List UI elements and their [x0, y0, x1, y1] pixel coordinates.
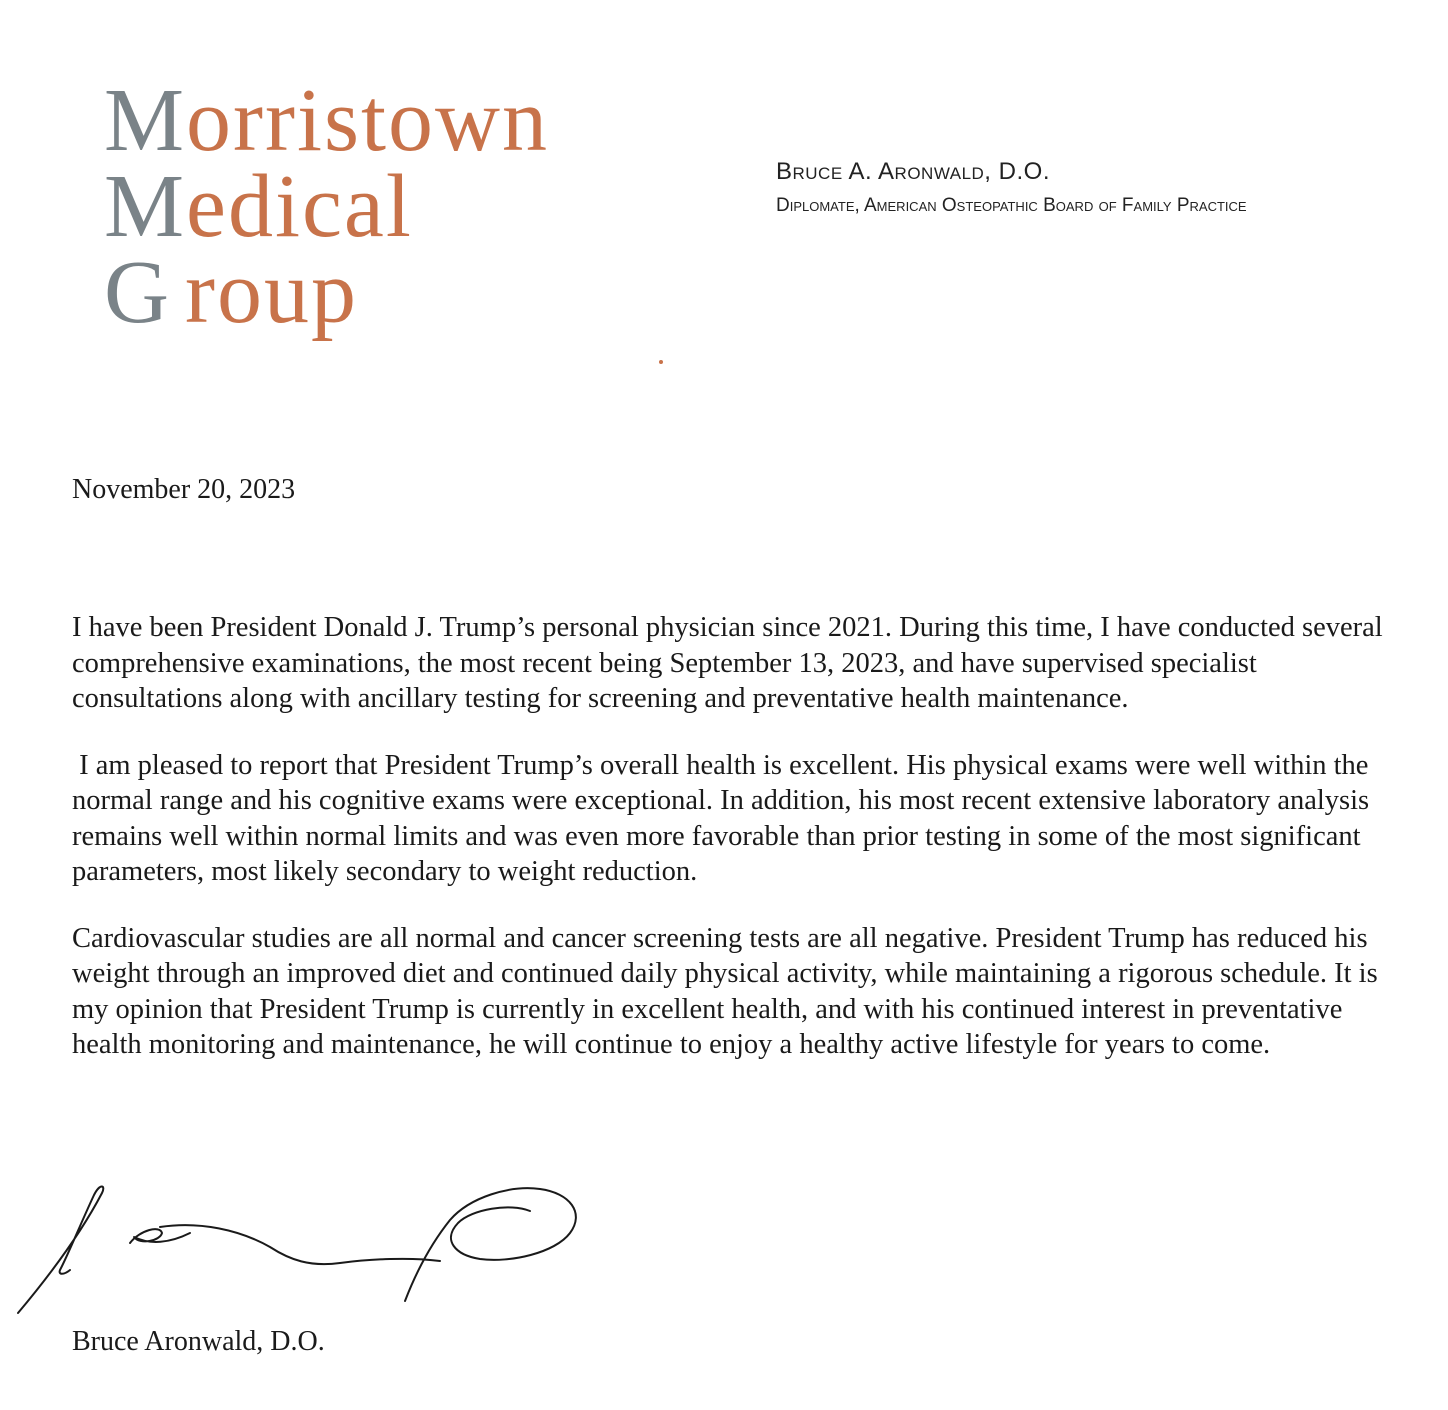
logo-line-group [104, 243, 549, 342]
logo-line-morristown [104, 71, 550, 170]
handwritten-signature [10, 1175, 600, 1335]
logo-text: orristown [186, 71, 550, 170]
practice-logo [104, 71, 550, 342]
letter-body [72, 610, 1412, 1094]
body-paragraph: I am pleased to report that President Trump’s overall health is excellent. His physical exams were well within the normal range and his cognitive exams were exceptional. In addition, his most recent extensive laboratory analysis remains well within normal limits and was even more favorable than prior testing in some of the most significant parameters, most likely secondary to weight reduction. [72, 749, 1377, 887]
logo-text: edical [186, 157, 413, 256]
letterhead-doctor-title: Diplomate, American Osteopathic Board of Family Practice [776, 195, 1247, 216]
decorative-dot [659, 360, 663, 364]
logo-text: roup [185, 243, 358, 342]
logo-initial: M [104, 157, 187, 256]
letterhead-doctor-name: Bruce A. Aronwald, D.O. [776, 158, 1050, 185]
logo-initial: M [104, 71, 187, 170]
body-paragraph: I have been President Donald J. Trump’s personal physician since 2021. During this time, I have conducted several comprehensive examinations, the most recent being September 13, 2023, and have supervised specialist consultations along with ancillary testing for screening and preventative health maintenance. [72, 612, 1383, 714]
letterhead [776, 158, 1376, 220]
letter-date: November 20, 2023 [72, 474, 296, 505]
logo-line-medical [104, 157, 549, 256]
signer-name: Bruce Aronwald, D.O. [72, 1326, 325, 1357]
body-paragraph: Cardiovascular studies are all normal and cancer screening tests are all negative. President Trump has reduced his weight through an improved diet and continued daily physical activity, while maintaining a rigorous schedule. It is my opinion that President Trump is currently in excellent health, and with his continued interest in preventative health monitoring and maintenance, he will continue to enjoy a healthy active lifestyle for years to come. [72, 922, 1378, 1060]
logo-initial: G [104, 243, 171, 342]
